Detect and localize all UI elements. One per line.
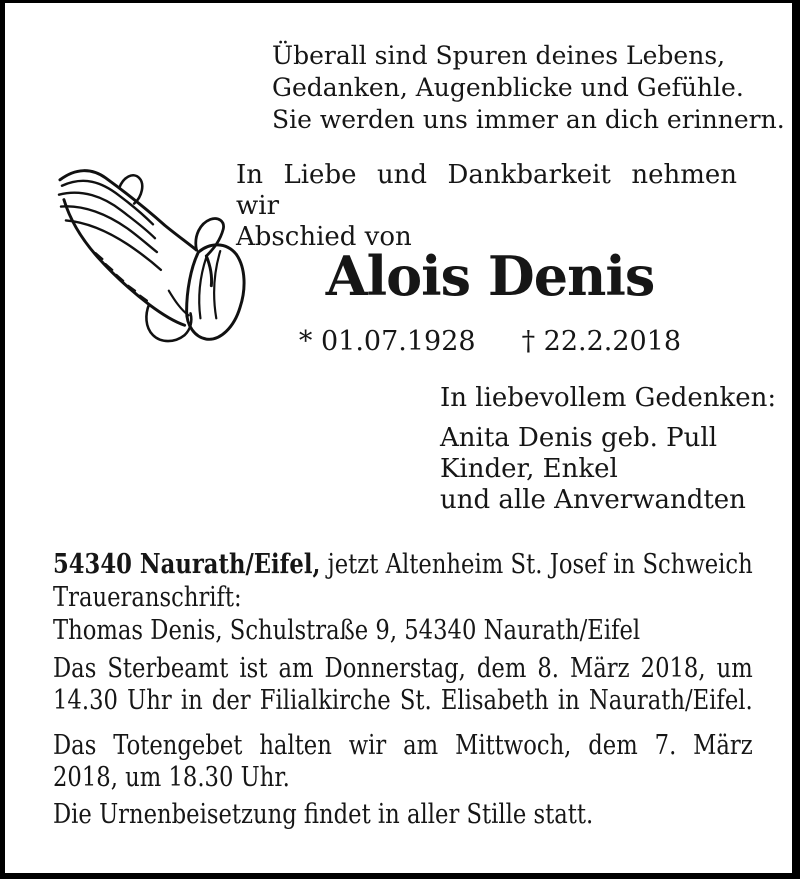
memorial-verse	[272, 40, 785, 136]
memorial-heading: In liebevollem Gedenken:	[440, 383, 777, 413]
address-label: Traueranschrift:	[53, 582, 242, 613]
farewell-intro-line: Abschied von	[236, 222, 412, 252]
address-location-line	[53, 548, 753, 581]
farewell-intro-line: In Liebe und Dankbarkeit nehmen wir	[236, 160, 737, 221]
address-location-bold: 54340 Naurath/Eifel,	[53, 549, 321, 580]
burial-paragraph	[53, 798, 753, 831]
prayer-line: Das Totengebet halten wir am Mittwoch, dem 7. März	[53, 730, 753, 761]
mourner-line: Kinder, Enkel	[440, 454, 618, 484]
farewell-intro	[236, 160, 737, 253]
frame-border-right	[792, 0, 800, 879]
death-date: † 22.2.2018	[521, 326, 682, 357]
mourner-line: und alle Anverwandten	[440, 485, 746, 515]
mourners-list	[440, 423, 746, 516]
frame-border-bottom	[0, 873, 800, 879]
address-block	[53, 548, 753, 647]
prayer-paragraph	[53, 730, 753, 794]
frame-border-left	[0, 0, 5, 879]
life-dates	[285, 325, 695, 358]
address-location-rest: jetzt Altenheim St. Josef in Schweich	[320, 549, 753, 580]
frame-border-top	[0, 0, 800, 3]
verse-line: Gedanken, Augenblicke und Gefühle.	[272, 73, 744, 102]
prayer-line: 2018, um 18.30 Uhr.	[53, 762, 290, 793]
funeral-mass-line: Das Sterbeamt ist am Donnerstag, dem 8. März 2018, um	[53, 653, 753, 684]
funeral-mass-line: 14.30 Uhr in der Filialkirche St. Elisabeth in Naurath/Eifel.	[53, 685, 753, 716]
verse-line: Sie werden uns immer an dich erinnern.	[272, 105, 785, 134]
mourner-line: Anita Denis geb. Pull	[440, 423, 718, 453]
deceased-name: Alois Denis	[325, 244, 655, 308]
burial-line: Die Urnenbeisetzung findet in aller Stille statt.	[53, 799, 594, 830]
birth-date: * 01.07.1928	[298, 326, 476, 357]
funeral-mass-paragraph	[53, 653, 753, 717]
verse-line: Überall sind Spuren deines Lebens,	[272, 41, 726, 70]
praying-hands-icon	[50, 164, 248, 349]
address-line: Thomas Denis, Schulstraße 9, 54340 Naurath/Eifel	[53, 615, 641, 646]
